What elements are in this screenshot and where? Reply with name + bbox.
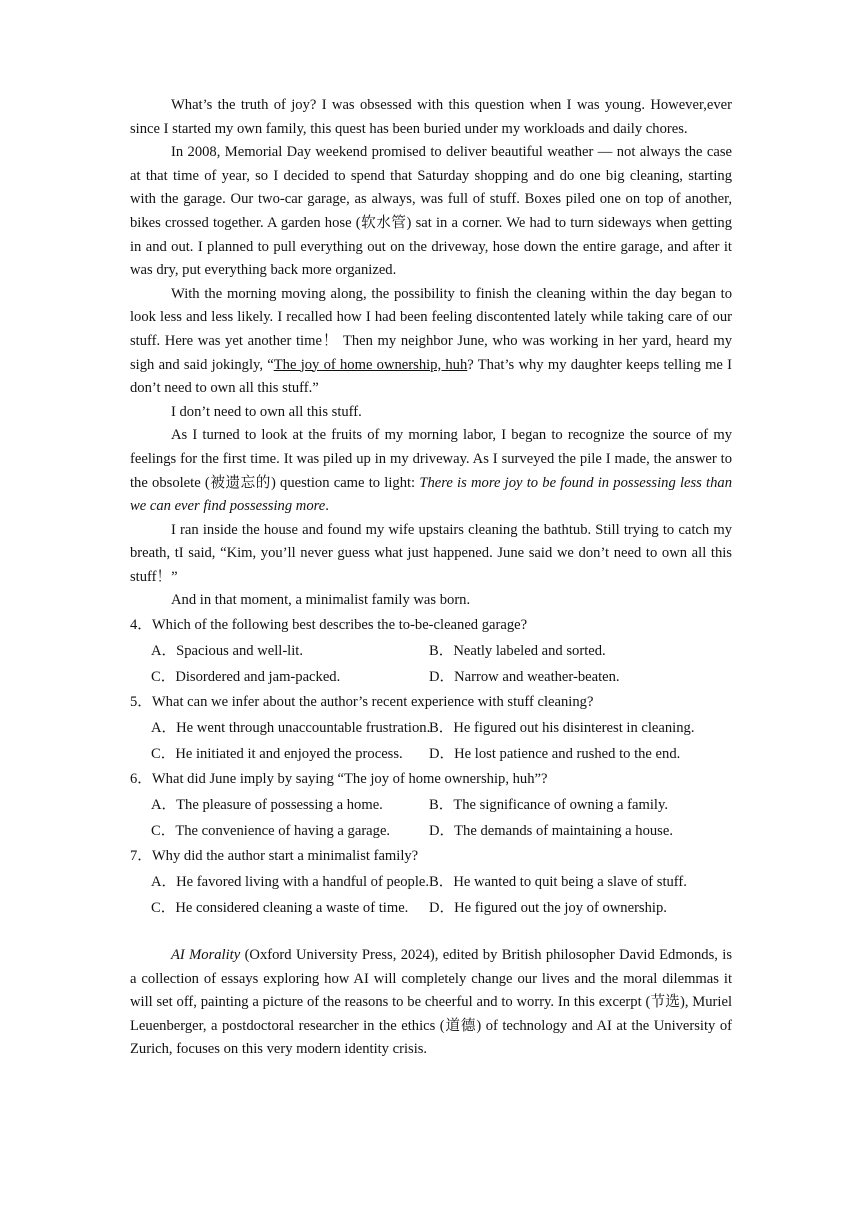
question-4 bbox=[130, 614, 732, 690]
book-title: AI Morality bbox=[171, 947, 241, 963]
paragraph-1: What’s the truth of joy? I was obsessed with this question when I was young. However,ever since I started my own family, this quest has been buried under my workloads and daily chores. bbox=[130, 97, 732, 137]
question-stem: 4．Which of the following best describes the to-be-cleaned garage? bbox=[130, 617, 528, 634]
options bbox=[130, 792, 732, 844]
paragraph-3 bbox=[130, 283, 732, 401]
question-stem: 7．Why did the author start a minimalist family? bbox=[130, 848, 419, 865]
option-c[interactable]: C．The convenience of having a garage. bbox=[151, 823, 391, 840]
options bbox=[130, 715, 732, 767]
option-d[interactable]: D．The demands of maintaining a house. bbox=[429, 823, 673, 840]
options bbox=[130, 869, 732, 921]
question-stem: 6．What did June imply by saying “The joy of home ownership, huh”? bbox=[130, 771, 548, 788]
paragraph-6: I ran inside the house and found my wife upstairs cleaning the bathtub. Still trying to catch my breath, tI said, “Kim, you’ll never guess what just happened. June said we don’t need to own all this stuff！” bbox=[130, 521, 732, 585]
option-b[interactable]: B．He wanted to quit being a slave of stuff. bbox=[429, 874, 687, 890]
paragraph-5-end: . bbox=[325, 498, 329, 515]
option-a[interactable]: A．He favored living with a handful of people. bbox=[151, 874, 430, 890]
italic-answer: There is more joy to be found in possessing less than we can ever find possessing more bbox=[130, 474, 733, 515]
option-d[interactable]: D．He figured out the joy of ownership. bbox=[429, 900, 667, 916]
option-b[interactable]: B．The significance of owning a family. bbox=[429, 797, 668, 814]
paragraph-2: In 2008, Memorial Day weekend promised to deliver beautiful weather — not always the case at that time of year, so I decided to spend that Saturday shopping and do one big cleaning, starting with the garage. Our two-car garage, as always, was full of stuff. Boxes piled one on top of another, bikes crossed together. A garden hose (软水管) sat in a corner. We had to turn sideways when getting in and out. I planned to pull everything out on the driveway, hose down the entire garage, and after it was dry, put everything back more organized. bbox=[130, 144, 732, 279]
section-spacer bbox=[130, 921, 732, 944]
question-stem: 5．What can we infer about the author’s recent experience with stuff cleaning? bbox=[130, 694, 594, 711]
paragraph-3-text: With the morning moving along, the possibility to finish the cleaning within the day began to look less and less likely. I recalled how I had been feeling discontented lately while taking care of our stuff. Here was yet another time！ Then my neighbor June, who was working in her yard, heard my sigh and said jokingly, “ bbox=[130, 285, 732, 373]
option-d[interactable]: D．Narrow and weather-beaten. bbox=[429, 669, 620, 686]
option-c[interactable]: C．Disordered and jam-packed. bbox=[151, 669, 341, 686]
option-b[interactable]: B．Neatly labeled and sorted. bbox=[429, 643, 606, 660]
option-a[interactable]: A．He went through unaccountable frustration. bbox=[151, 720, 431, 737]
question-5 bbox=[130, 691, 732, 767]
options bbox=[130, 638, 732, 690]
option-c[interactable]: C．He considered cleaning a waste of time. bbox=[151, 900, 409, 916]
paragraph-7: And in that moment, a minimalist family was born. bbox=[171, 592, 471, 609]
question-6 bbox=[130, 768, 732, 844]
question-7 bbox=[130, 845, 732, 921]
passage-2-paragraph bbox=[130, 944, 732, 1062]
paragraph-4: I don’t need to own all this stuff. bbox=[171, 403, 362, 420]
option-b[interactable]: B．He figured out his disinterest in cleaning. bbox=[429, 720, 695, 737]
option-d[interactable]: D．He lost patience and rushed to the end. bbox=[429, 746, 681, 763]
document-page bbox=[130, 94, 732, 1062]
paragraph-5-text: As I turned to look at the fruits of my morning labor, I began to recognize the source of my feelings for the first time. It was piled up in my driveway. As I surveyed the pile I made, the answer to the obsolete (被遗忘的) question came to light: bbox=[130, 427, 732, 491]
option-a[interactable]: A．Spacious and well-lit. bbox=[151, 643, 303, 660]
passage-2-text: (Oxford University Press, 2024), edited by British philosopher David Edmonds, is a collection of essays exploring how AI will completely change our lives and the moral dilemmas it will set off, painting a picture of the reasons to be cheerful and to worry. In this excerpt (节选), Muriel Leuenberger, a postdoctoral researcher in the ethics (道德) of technology and AI at the University of Zurich, focuses on this very modern identity crisis. bbox=[130, 947, 733, 1058]
option-c[interactable]: C．He initiated it and enjoyed the process. bbox=[151, 746, 403, 763]
paragraph-3-tail: ? That’s why my daughter keeps telling me I don’t need to own all this stuff.” bbox=[130, 356, 733, 397]
underlined-quote: The joy of home ownership, huh bbox=[273, 356, 468, 373]
option-a[interactable]: A．The pleasure of possessing a home. bbox=[151, 797, 383, 814]
paragraph-5 bbox=[130, 424, 732, 518]
